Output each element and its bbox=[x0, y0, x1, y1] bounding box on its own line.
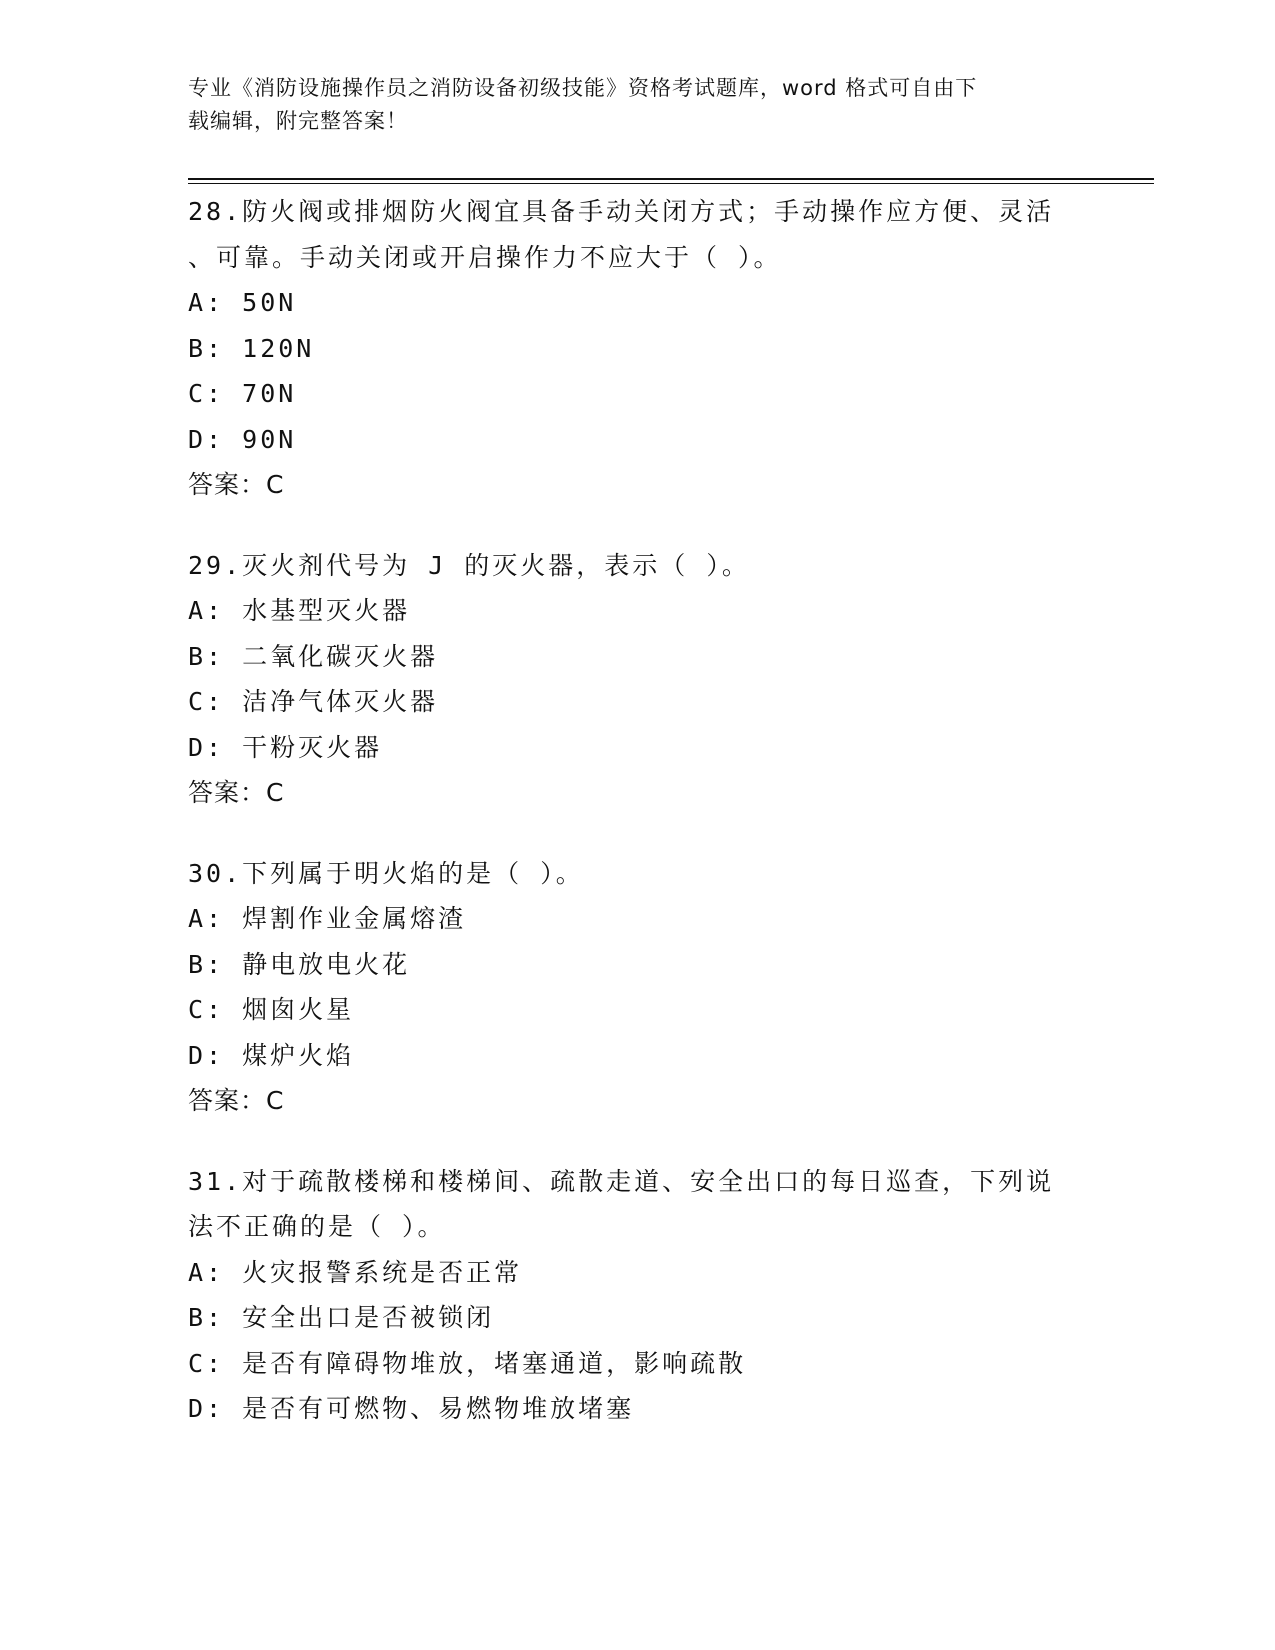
intro-line-2: 载编辑，附完整答案！ bbox=[188, 109, 408, 133]
option-d: D: 是否有可燃物、易燃物堆放堵塞 bbox=[188, 1394, 635, 1423]
option-a: A: 50N bbox=[188, 288, 297, 317]
option-c: C: 洁净气体灭火器 bbox=[188, 687, 439, 716]
question-stem-line: 29.灭火剂代号为 J 的灭火器，表示（ ）。 bbox=[188, 550, 750, 580]
answer: 答案：C bbox=[188, 778, 285, 807]
option-d: D: 干粉灭火器 bbox=[188, 732, 383, 762]
question-stem-line: 30.下列属于明火焰的是（ ）。 bbox=[188, 858, 584, 888]
answer: 答案：C bbox=[188, 470, 285, 499]
question-stem-line: 31.对于疏散楼梯和楼梯间、疏散走道、安全出口的每日巡查，下列说 bbox=[188, 1166, 1055, 1196]
option-b: B: 二氧化碳灭火器 bbox=[188, 641, 439, 671]
answer: 答案：C bbox=[188, 1086, 285, 1115]
question-stem-line: 、可靠。手动关闭或开启操作力不应大于（ ）。 bbox=[188, 242, 782, 272]
option-a: A: 焊割作业金属熔渣 bbox=[188, 904, 467, 933]
question-stem bbox=[188, 189, 1088, 280]
option-c: C: 70N bbox=[188, 379, 297, 408]
option-d: D: 90N bbox=[188, 424, 297, 454]
question-29 bbox=[188, 543, 1088, 816]
question-31 bbox=[188, 1159, 1088, 1432]
option-b: B: 静电放电火花 bbox=[188, 949, 411, 979]
option-c: C: 烟囱火星 bbox=[188, 995, 355, 1024]
header-divider-thin bbox=[188, 183, 1154, 184]
question-stem bbox=[188, 1159, 1088, 1250]
question-stem-line: 法不正确的是（ ）。 bbox=[188, 1212, 446, 1241]
intro-line-1: 专业《消防设施操作员之消防设备初级技能》资格考试题库，word 格式可自由下 bbox=[188, 76, 978, 100]
header-divider-thick bbox=[188, 178, 1154, 180]
option-d: D: 煤炉火焰 bbox=[188, 1040, 355, 1070]
document-intro bbox=[188, 72, 1088, 138]
option-c: C: 是否有障碍物堆放，堵塞通道，影响疏散 bbox=[188, 1348, 747, 1378]
option-b: B: 120N bbox=[188, 333, 315, 363]
option-a: A: 水基型灭火器 bbox=[188, 596, 411, 625]
question-list bbox=[188, 189, 1088, 1467]
option-b: B: 安全出口是否被锁闭 bbox=[188, 1303, 495, 1332]
question-stem bbox=[188, 851, 1088, 897]
question-30 bbox=[188, 851, 1088, 1124]
question-28 bbox=[188, 189, 1088, 508]
question-stem-line: 28.防火阀或排烟防火阀宜具备手动关闭方式；手动操作应方便、灵活 bbox=[188, 197, 1055, 226]
question-stem bbox=[188, 543, 1088, 589]
option-a: A: 火灾报警系统是否正常 bbox=[188, 1257, 523, 1287]
